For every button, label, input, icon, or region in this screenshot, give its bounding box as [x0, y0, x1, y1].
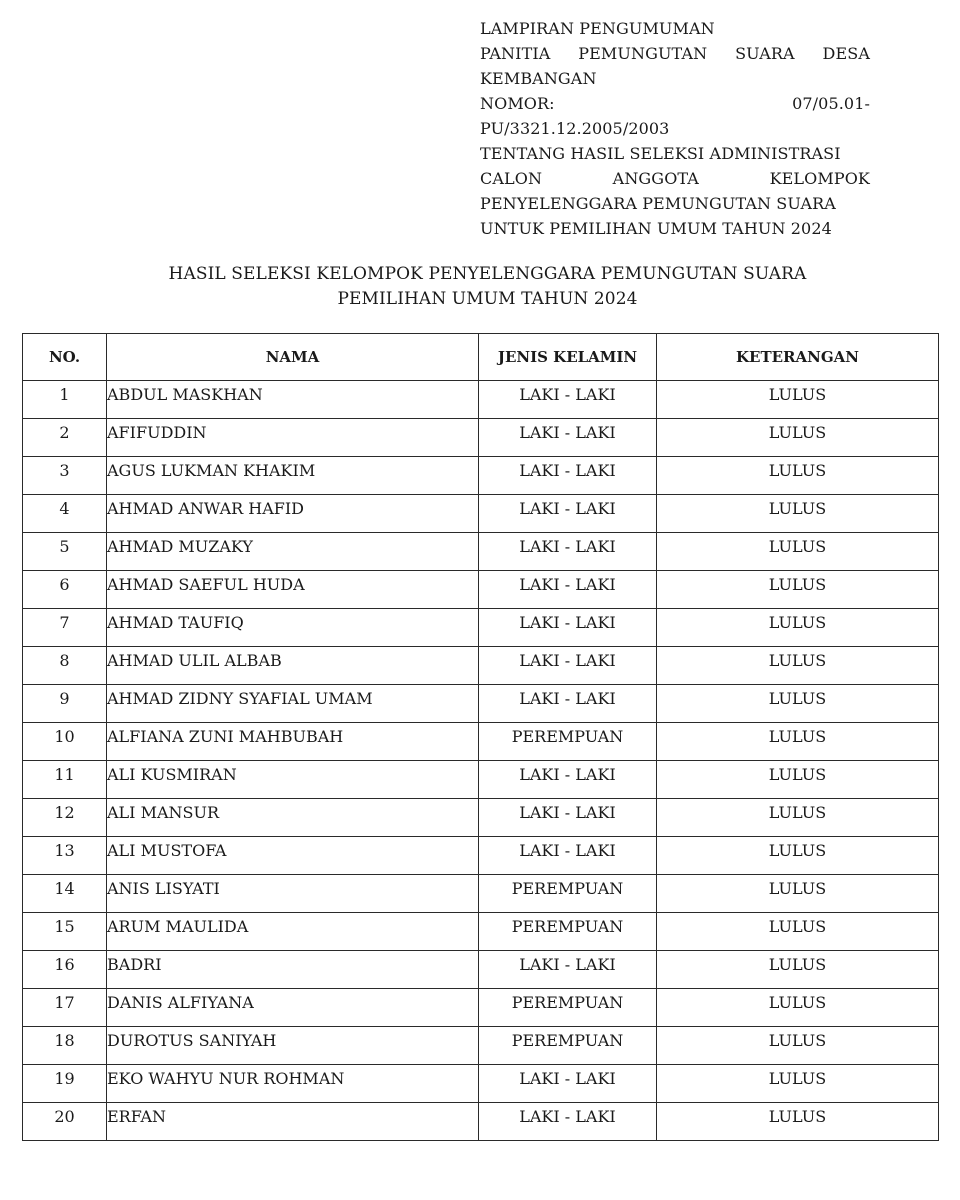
- cell-no: 2: [23, 419, 107, 457]
- cell-no: 13: [23, 837, 107, 875]
- table-row: [23, 647, 939, 685]
- cell-no: 17: [23, 989, 107, 1027]
- table-body: [23, 381, 939, 1141]
- table-row: [23, 875, 939, 913]
- cell-no: 6: [23, 571, 107, 609]
- table-row: [23, 1065, 939, 1103]
- letterhead-line-calon: [480, 166, 870, 191]
- header-jenis-kelamin: JENIS KELAMIN: [479, 334, 657, 381]
- cell-keterangan: LULUS: [657, 723, 939, 761]
- letterhead-word: KELOMPOK: [769, 169, 870, 188]
- cell-nama: ARUM MAULIDA: [107, 913, 479, 951]
- table-row: [23, 381, 939, 419]
- letterhead-word: ANGGOTA: [612, 169, 699, 188]
- cell-nama: ALI MUSTOFA: [107, 837, 479, 875]
- header-no: NO.: [23, 334, 107, 381]
- cell-keterangan: LULUS: [657, 533, 939, 571]
- cell-nama: DANIS ALFIYANA: [107, 989, 479, 1027]
- table-row: [23, 533, 939, 571]
- table-row: [23, 723, 939, 761]
- letterhead-word: PEMUNGUTAN: [578, 44, 708, 63]
- cell-jenis-kelamin: LAKI - LAKI: [479, 609, 657, 647]
- table-row: [23, 1027, 939, 1065]
- table-row: [23, 571, 939, 609]
- cell-no: 20: [23, 1103, 107, 1141]
- cell-jenis-kelamin: LAKI - LAKI: [479, 495, 657, 533]
- cell-keterangan: LULUS: [657, 1103, 939, 1141]
- cell-keterangan: LULUS: [657, 381, 939, 419]
- cell-nama: AFIFUDDIN: [107, 419, 479, 457]
- cell-nama: ANIS LISYATI: [107, 875, 479, 913]
- cell-no: 4: [23, 495, 107, 533]
- cell-keterangan: LULUS: [657, 951, 939, 989]
- table-row: [23, 951, 939, 989]
- cell-keterangan: LULUS: [657, 495, 939, 533]
- cell-keterangan: LULUS: [657, 799, 939, 837]
- cell-keterangan: LULUS: [657, 647, 939, 685]
- table-row: [23, 799, 939, 837]
- cell-no: 8: [23, 647, 107, 685]
- letterhead-word: SUARA: [735, 44, 795, 63]
- cell-jenis-kelamin: LAKI - LAKI: [479, 799, 657, 837]
- cell-no: 3: [23, 457, 107, 495]
- table-row: [23, 685, 939, 723]
- nomor-value: 07/05.01-: [792, 94, 870, 113]
- title-line-1: HASIL SELEKSI KELOMPOK PENYELENGGARA PEMUNGUTAN SUARA: [168, 264, 807, 284]
- cell-no: 9: [23, 685, 107, 723]
- table-row: [23, 761, 939, 799]
- document-title: [0, 262, 960, 312]
- cell-no: 1: [23, 381, 107, 419]
- cell-jenis-kelamin: LAKI - LAKI: [479, 381, 657, 419]
- cell-nama: AHMAD SAEFUL HUDA: [107, 571, 479, 609]
- table-row: [23, 609, 939, 647]
- cell-keterangan: LULUS: [657, 609, 939, 647]
- cell-keterangan: LULUS: [657, 989, 939, 1027]
- cell-keterangan: LULUS: [657, 685, 939, 723]
- cell-jenis-kelamin: LAKI - LAKI: [479, 951, 657, 989]
- letterhead-word: PANITIA: [480, 44, 551, 63]
- nomor-label: NOMOR:: [480, 94, 555, 113]
- cell-jenis-kelamin: PEREMPUAN: [479, 1027, 657, 1065]
- cell-nama: AGUS LUKMAN KHAKIM: [107, 457, 479, 495]
- cell-nama: AHMAD ANWAR HAFID: [107, 495, 479, 533]
- title-line-2: PEMILIHAN UMUM TAHUN 2024: [337, 289, 638, 309]
- cell-nama: ABDUL MASKHAN: [107, 381, 479, 419]
- nomor-continuation: PU/3321.12.2005/2003: [480, 119, 670, 138]
- cell-no: 14: [23, 875, 107, 913]
- results-table: [22, 333, 939, 1141]
- cell-nama: AHMAD TAUFIQ: [107, 609, 479, 647]
- cell-nama: EKO WAHYU NUR ROHMAN: [107, 1065, 479, 1103]
- cell-jenis-kelamin: PEREMPUAN: [479, 989, 657, 1027]
- cell-nama: ALI MANSUR: [107, 799, 479, 837]
- cell-jenis-kelamin: LAKI - LAKI: [479, 647, 657, 685]
- cell-jenis-kelamin: LAKI - LAKI: [479, 837, 657, 875]
- cell-nama: AHMAD ULIL ALBAB: [107, 647, 479, 685]
- cell-nama: AHMAD MUZAKY: [107, 533, 479, 571]
- cell-jenis-kelamin: LAKI - LAKI: [479, 1103, 657, 1141]
- letterhead-line-penyelenggara: PENYELENGGARA PEMUNGUTAN SUARA: [480, 194, 836, 213]
- cell-jenis-kelamin: LAKI - LAKI: [479, 457, 657, 495]
- letterhead-word: CALON: [480, 169, 543, 188]
- table-row: [23, 837, 939, 875]
- letterhead-line-desa: KEMBANGAN: [480, 69, 597, 88]
- cell-jenis-kelamin: LAKI - LAKI: [479, 533, 657, 571]
- cell-no: 18: [23, 1027, 107, 1065]
- cell-jenis-kelamin: LAKI - LAKI: [479, 761, 657, 799]
- cell-no: 12: [23, 799, 107, 837]
- cell-no: 11: [23, 761, 107, 799]
- cell-nama: BADRI: [107, 951, 479, 989]
- cell-jenis-kelamin: PEREMPUAN: [479, 875, 657, 913]
- cell-keterangan: LULUS: [657, 419, 939, 457]
- letterhead-line-nomor: [480, 91, 870, 116]
- cell-jenis-kelamin: LAKI - LAKI: [479, 1065, 657, 1103]
- cell-no: 10: [23, 723, 107, 761]
- cell-nama: AHMAD ZIDNY SYAFIAL UMAM: [107, 685, 479, 723]
- cell-jenis-kelamin: PEREMPUAN: [479, 723, 657, 761]
- letterhead-line-lampiran: LAMPIRAN PENGUMUMAN: [480, 19, 715, 38]
- cell-no: 15: [23, 913, 107, 951]
- cell-nama: DUROTUS SANIYAH: [107, 1027, 479, 1065]
- cell-nama: ERFAN: [107, 1103, 479, 1141]
- table-row: [23, 989, 939, 1027]
- cell-nama: ALFIANA ZUNI MAHBUBAH: [107, 723, 479, 761]
- table-row: [23, 1103, 939, 1141]
- table-row: [23, 913, 939, 951]
- table-row: [23, 419, 939, 457]
- cell-jenis-kelamin: LAKI - LAKI: [479, 419, 657, 457]
- cell-no: 7: [23, 609, 107, 647]
- letterhead-line-panitia: [480, 41, 870, 66]
- header-keterangan: KETERANGAN: [657, 334, 939, 381]
- cell-keterangan: LULUS: [657, 457, 939, 495]
- table-row: [23, 495, 939, 533]
- cell-jenis-kelamin: PEREMPUAN: [479, 913, 657, 951]
- cell-no: 5: [23, 533, 107, 571]
- letterhead-word: DESA: [822, 44, 870, 63]
- letterhead-line-tentang: TENTANG HASIL SELEKSI ADMINISTRASI: [480, 144, 841, 163]
- cell-keterangan: LULUS: [657, 571, 939, 609]
- cell-keterangan: LULUS: [657, 913, 939, 951]
- letterhead-block: [480, 16, 870, 241]
- cell-keterangan: LULUS: [657, 875, 939, 913]
- table-header-row: [23, 334, 939, 381]
- cell-no: 19: [23, 1065, 107, 1103]
- header-nama: NAMA: [107, 334, 479, 381]
- cell-no: 16: [23, 951, 107, 989]
- cell-jenis-kelamin: LAKI - LAKI: [479, 685, 657, 723]
- cell-keterangan: LULUS: [657, 1065, 939, 1103]
- letterhead-line-pemilu: UNTUK PEMILIHAN UMUM TAHUN 2024: [480, 219, 832, 238]
- table-row: [23, 457, 939, 495]
- cell-keterangan: LULUS: [657, 761, 939, 799]
- cell-jenis-kelamin: LAKI - LAKI: [479, 571, 657, 609]
- cell-keterangan: LULUS: [657, 837, 939, 875]
- cell-keterangan: LULUS: [657, 1027, 939, 1065]
- cell-nama: ALI KUSMIRAN: [107, 761, 479, 799]
